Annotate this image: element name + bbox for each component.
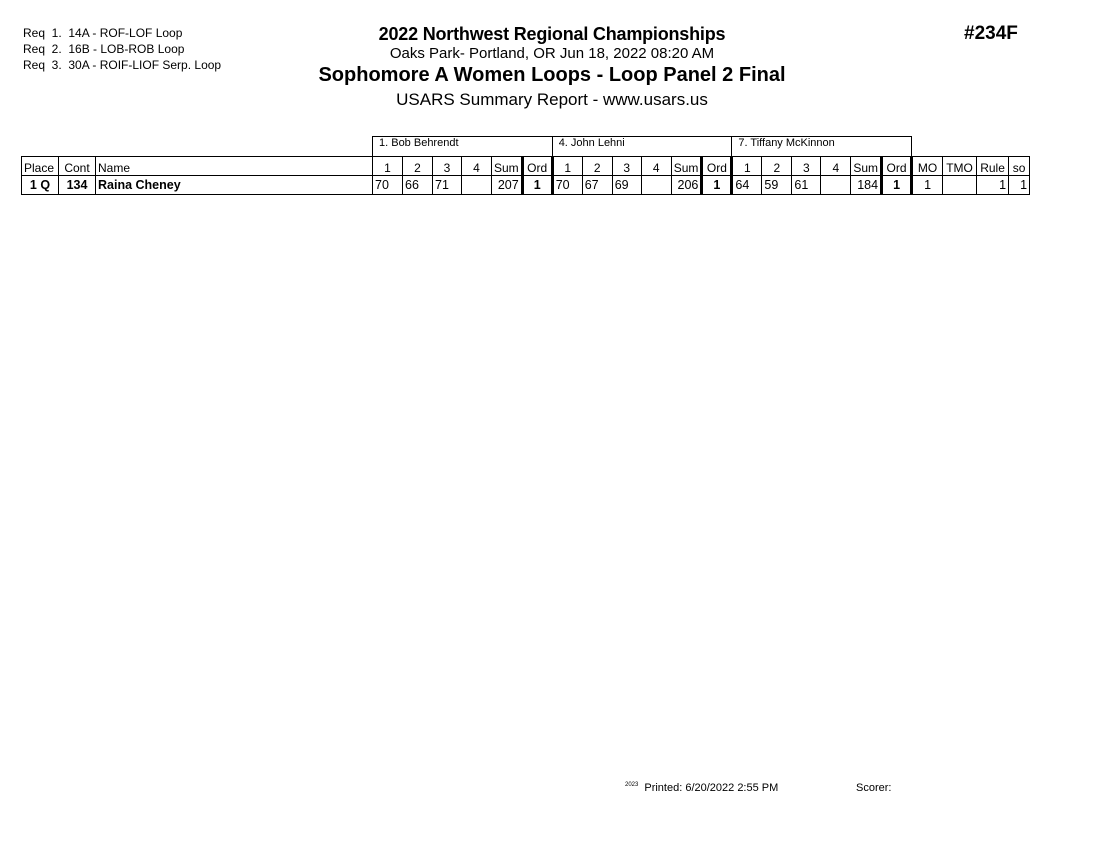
footer-mark: 2023 xyxy=(625,782,639,788)
row-j1-score-4 xyxy=(462,176,492,195)
col-j1-score-4: 4 xyxy=(462,157,492,176)
row-j2-score-1: 70 xyxy=(552,176,582,195)
col-rule: Rule xyxy=(977,157,1009,176)
scorer-label: Scorer: xyxy=(856,782,892,794)
col-j2-score-3: 3 xyxy=(612,157,641,176)
col-j3-score-1: 1 xyxy=(732,157,762,176)
col-j2-score-1: 1 xyxy=(552,157,582,176)
table-row xyxy=(22,176,1030,195)
judges-row xyxy=(22,137,1030,157)
col-j1-score-1: 1 xyxy=(373,157,403,176)
col-tmo: TMO xyxy=(943,157,977,176)
col-j3-sum: Sum xyxy=(851,157,882,176)
event-name: Sophomore A Women Loops - Loop Panel 2 Final xyxy=(318,64,786,86)
printed-text: Printed: 6/20/2022 2:55 PM xyxy=(644,782,779,794)
row-tmo xyxy=(943,176,977,195)
row-j2-score-4 xyxy=(641,176,671,195)
row-j3-score-1: 64 xyxy=(732,176,762,195)
col-cont: Cont xyxy=(59,157,96,176)
col-j1-sum: Sum xyxy=(492,157,523,176)
row-mo: 1 xyxy=(912,176,943,195)
row-j2-score-2: 67 xyxy=(582,176,612,195)
printed-timestamp xyxy=(625,782,778,794)
row-name: Raina Cheney xyxy=(96,176,373,195)
requirement-2: Req 2. 16B - LOB-ROB Loop xyxy=(23,42,185,56)
row-so: 1 xyxy=(1009,176,1030,195)
col-j2-score-4: 4 xyxy=(641,157,671,176)
row-rule: 1 xyxy=(977,176,1009,195)
judges-spacer-right xyxy=(912,137,1030,157)
judge-3-name: 7. Tiffany McKinnon xyxy=(732,137,912,157)
row-j3-score-3: 61 xyxy=(792,176,821,195)
col-name: Name xyxy=(96,157,373,176)
row-j3-score-4 xyxy=(821,176,851,195)
event-number: #234F xyxy=(964,23,1018,44)
requirement-1: Req 1. 14A - ROF-LOF Loop xyxy=(23,26,183,40)
col-mo: MO xyxy=(912,157,943,176)
row-j3-score-2: 59 xyxy=(762,176,792,195)
col-j2-ord: Ord xyxy=(702,157,732,176)
judges-spacer xyxy=(22,137,373,157)
col-place: Place xyxy=(22,157,59,176)
col-j2-sum: Sum xyxy=(671,157,702,176)
judge-2-name: 4. John Lehni xyxy=(552,137,732,157)
results-table xyxy=(21,136,1030,195)
row-j1-score-3: 71 xyxy=(433,176,462,195)
row-j2-ord: 1 xyxy=(702,176,732,195)
col-j3-score-3: 3 xyxy=(792,157,821,176)
requirement-3: Req 3. 30A - ROIF-LIOF Serp. Loop xyxy=(23,58,222,72)
col-j1-score-2: 2 xyxy=(403,157,433,176)
col-so: so xyxy=(1009,157,1030,176)
column-header-row xyxy=(22,157,1030,176)
location-date: Oaks Park- Portland, OR Jun 18, 2022 08:20 AM xyxy=(389,45,715,62)
row-place: 1 Q xyxy=(22,176,59,195)
row-j1-sum: 207 xyxy=(492,176,523,195)
row-cont: 134 xyxy=(59,176,96,195)
row-j1-ord: 1 xyxy=(522,176,552,195)
col-j3-score-2: 2 xyxy=(762,157,792,176)
row-j3-ord: 1 xyxy=(882,176,912,195)
col-j3-score-4: 4 xyxy=(821,157,851,176)
report-name: USARS Summary Report - www.usars.us xyxy=(396,90,708,109)
row-j1-score-2: 66 xyxy=(403,176,433,195)
row-j2-sum: 206 xyxy=(671,176,702,195)
col-j3-ord: Ord xyxy=(882,157,912,176)
competition-title: 2022 Northwest Regional Championships xyxy=(378,24,726,44)
judge-1-name: 1. Bob Behrendt xyxy=(373,137,553,157)
row-j3-sum: 184 xyxy=(851,176,882,195)
col-j1-ord: Ord xyxy=(522,157,552,176)
row-j2-score-3: 69 xyxy=(612,176,641,195)
col-j2-score-2: 2 xyxy=(582,157,612,176)
col-j1-score-3: 3 xyxy=(433,157,462,176)
row-j1-score-1: 70 xyxy=(373,176,403,195)
